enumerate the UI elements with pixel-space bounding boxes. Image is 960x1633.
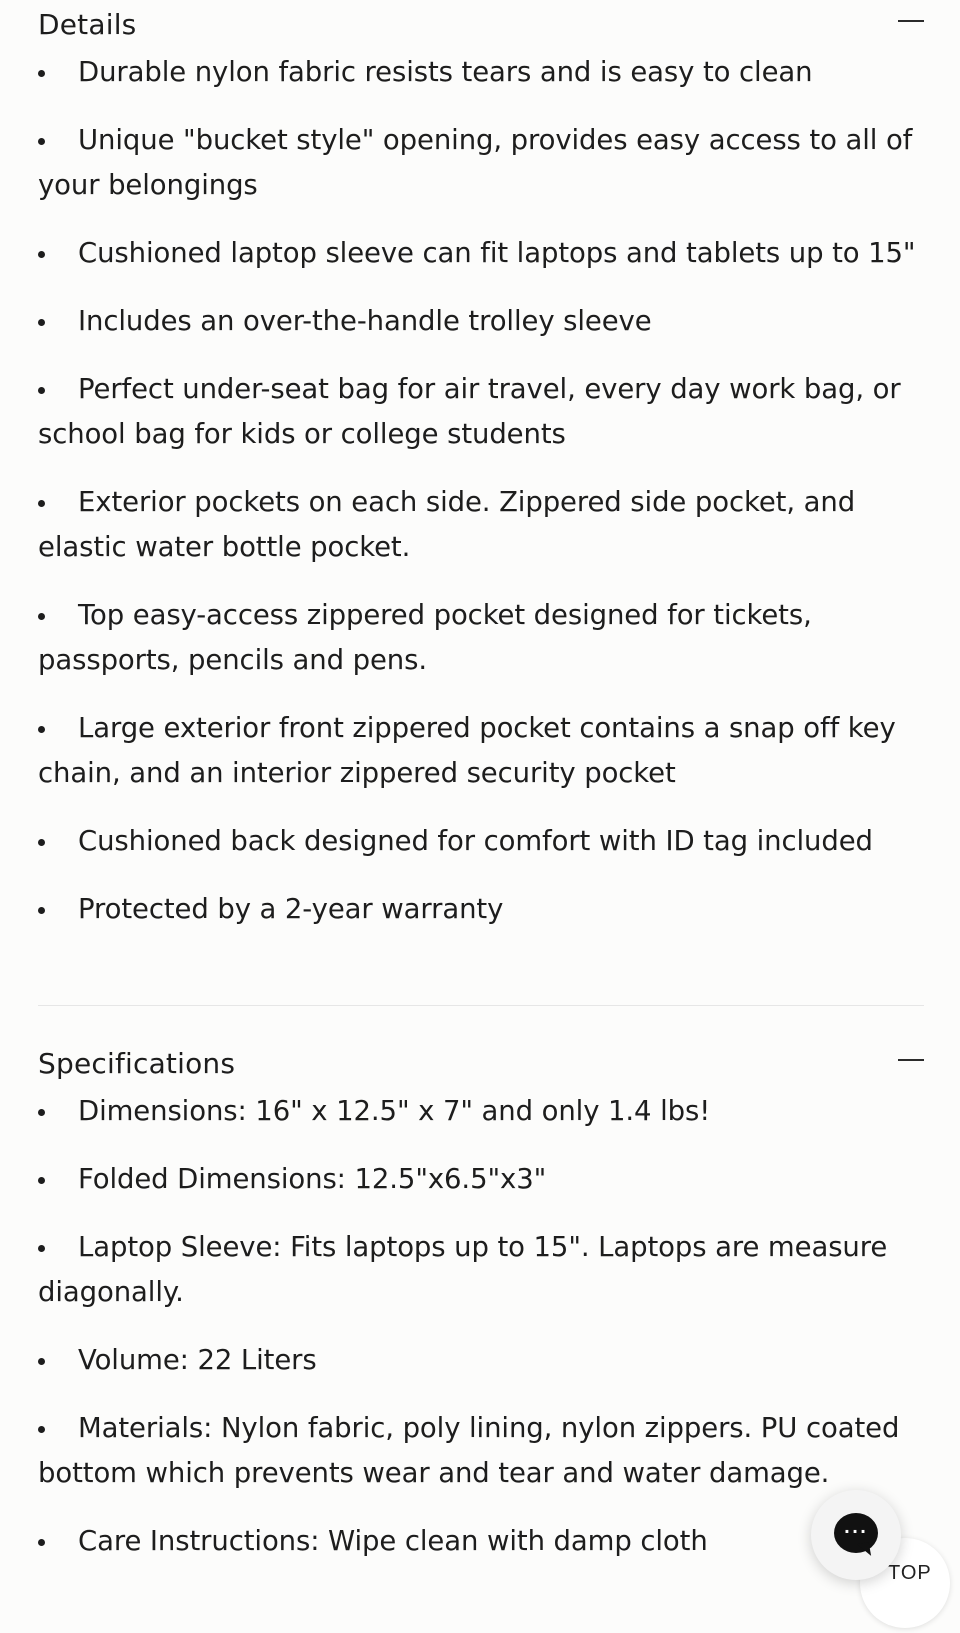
bullet-icon	[38, 319, 45, 326]
spec-item-text: Dimensions: 16" x 12.5" x 7" and only 1.4 lbs!	[78, 1095, 711, 1127]
specifications-collapse-minus-icon[interactable]	[898, 1059, 924, 1061]
list-item	[38, 50, 924, 95]
bullet-icon	[38, 387, 45, 394]
details-item-text: Protected by a 2-year warranty	[78, 893, 504, 925]
bullet-icon	[38, 1109, 45, 1116]
back-to-top-label: TOP	[888, 1562, 932, 1584]
details-item-text: Durable nylon fabric resists tears and is easy to clean	[78, 56, 813, 88]
list-item	[38, 1338, 924, 1383]
bullet-icon	[38, 1177, 45, 1184]
list-item	[38, 706, 924, 796]
list-item	[38, 819, 924, 864]
list-item	[38, 1157, 924, 1202]
product-info-panel	[38, 0, 924, 1557]
spec-item-text: Volume: 22 Liters	[78, 1344, 317, 1376]
list-item	[38, 299, 924, 344]
details-item-text: Large exterior front zippered pocket contains a snap off key chain, and an interior zippered security pocket	[38, 712, 896, 789]
bullet-icon	[38, 907, 45, 914]
list-item	[38, 887, 924, 932]
details-header[interactable]	[38, 0, 924, 50]
list-item	[38, 1089, 924, 1134]
bullet-icon	[38, 251, 45, 258]
bullet-icon	[38, 70, 45, 77]
bullet-icon	[38, 1426, 45, 1433]
bullet-icon	[38, 613, 45, 620]
list-item	[38, 1519, 924, 1564]
spec-item-text: Folded Dimensions: 12.5"x6.5"x3"	[78, 1163, 547, 1195]
details-item-text: Includes an over-the-handle trolley sleeve	[78, 305, 652, 337]
details-item-text: Cushioned laptop sleeve can fit laptops and tablets up to 15"	[78, 237, 916, 269]
details-section	[38, 0, 924, 932]
list-item	[38, 593, 924, 683]
details-collapse-minus-icon[interactable]	[898, 20, 924, 22]
specifications-header[interactable]	[38, 1039, 924, 1089]
details-list	[38, 50, 924, 932]
chat-bubble-icon	[834, 1513, 878, 1553]
spec-item-text: Laptop Sleeve: Fits laptops up to 15". Laptops are measure diagonally.	[38, 1231, 888, 1308]
spec-item-text: Care Instructions: Wipe clean with damp cloth	[78, 1525, 708, 1557]
spec-item-text: Materials: Nylon fabric, poly lining, nylon zippers. PU coated bottom which prevents wear and tear and water damage.	[38, 1412, 900, 1489]
bullet-icon	[38, 138, 45, 145]
details-item-text: Cushioned back designed for comfort with ID tag included	[78, 825, 873, 857]
details-item-text: Unique "bucket style" opening, provides easy access to all of your belongings	[38, 124, 913, 201]
bullet-icon	[38, 726, 45, 733]
details-item-text: Top easy-access zippered pocket designed for tickets, passports, pencils and pens.	[38, 599, 812, 676]
list-item	[38, 118, 924, 208]
list-item	[38, 367, 924, 457]
list-item	[38, 1225, 924, 1315]
specifications-title: Specifications	[38, 1047, 236, 1080]
list-item	[38, 231, 924, 276]
details-title: Details	[38, 8, 137, 41]
bullet-icon	[38, 839, 45, 846]
bullet-icon	[38, 1358, 45, 1365]
bullet-icon	[38, 1539, 45, 1546]
chat-launcher-button[interactable]	[811, 1490, 901, 1580]
list-item	[38, 1406, 924, 1496]
details-item-text: Exterior pockets on each side. Zippered side pocket, and elastic water bottle pocket.	[38, 486, 856, 563]
bullet-icon	[38, 1245, 45, 1252]
list-item	[38, 480, 924, 570]
details-item-text: Perfect under-seat bag for air travel, every day work bag, or school bag for kids or college students	[38, 373, 901, 450]
bullet-icon	[38, 500, 45, 507]
specifications-list	[38, 1089, 924, 1564]
chat-dots: ···	[843, 1522, 869, 1541]
specifications-section	[38, 1005, 924, 1587]
